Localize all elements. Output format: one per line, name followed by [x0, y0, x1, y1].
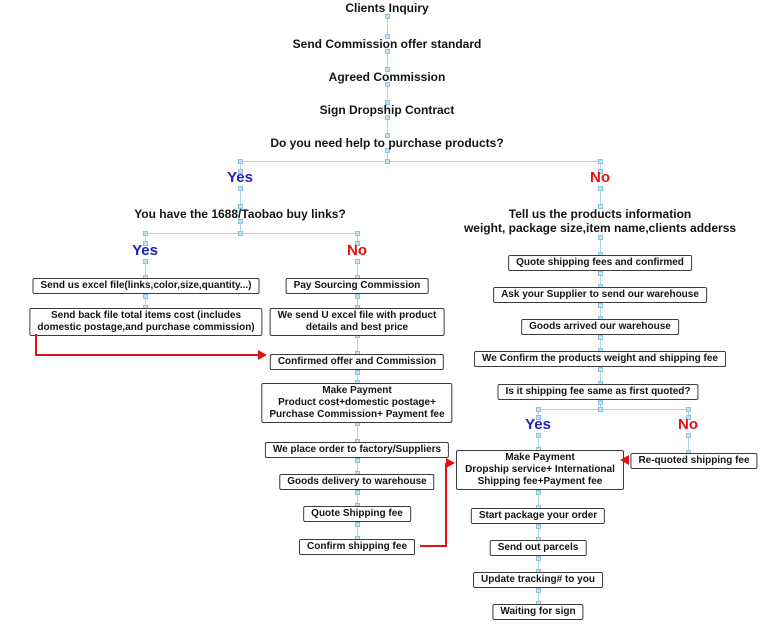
connector-node [355, 522, 360, 527]
step-agreed-commission: Agreed Commission [328, 70, 446, 84]
box-make-payment-left-line2: Product cost+domestic postage+ [278, 397, 436, 408]
redirect-arrow-icon [620, 455, 629, 465]
decision-need-help: Do you need help to purchase products? [270, 136, 504, 150]
decision-fee-same-as-quoted: Is it shipping fee same as first quoted? [497, 384, 698, 400]
redirect-arrow-icon [258, 350, 267, 360]
box-start-package: Start package your order [471, 508, 605, 524]
connector-node [238, 159, 243, 164]
box-requoted-fee: Re-quoted shipping fee [630, 453, 757, 469]
box-send-back-file-line2: domestic postage,and purchase commission) [37, 322, 255, 333]
info-products-line2: weight, package size,item name,clients adderss [463, 221, 737, 235]
connector-line [538, 409, 688, 410]
connector-node [143, 231, 148, 236]
connector-node [355, 294, 360, 299]
connector-node [536, 524, 541, 529]
box-make-payment-left [261, 383, 452, 423]
decision-have-links: You have the 1688/Taobao buy links? [134, 207, 346, 221]
redirect-line [445, 463, 447, 547]
box-goods-delivery: Goods delivery to warehouse [279, 474, 434, 490]
box-send-u-excel [270, 308, 445, 336]
box-waiting-sign: Waiting for sign [492, 604, 583, 620]
box-send-u-excel-line2: details and best price [305, 322, 409, 333]
label-no-1: No [590, 169, 610, 186]
connector-node [536, 407, 541, 412]
box-make-payment-right-line2: Dropship service+ International [465, 464, 615, 475]
box-send-u-excel-line1: We send U excel file with product [277, 310, 437, 321]
connector-node [385, 159, 390, 164]
box-send-excel-file: Send us excel file(links,color,size,quantity...) [33, 278, 260, 294]
box-make-payment-left-line3: Purchase Commission+ Payment fee [269, 409, 445, 420]
connector-node [598, 159, 603, 164]
step-send-commission: Send Commission offer standard [292, 37, 482, 51]
box-send-back-file-line1: Send back file total items cost (includes [50, 310, 242, 321]
connector-node [355, 259, 360, 264]
box-goods-arrived: Goods arrived our warehouse [521, 319, 679, 335]
connector-node [355, 458, 360, 463]
box-we-confirm-weight: We Confirm the products weight and shipping fee [474, 351, 726, 367]
box-confirm-shipping-fee: Confirm shipping fee [299, 539, 415, 555]
connector-node [598, 335, 603, 340]
box-send-back-file [29, 308, 262, 336]
connector-node [536, 556, 541, 561]
box-make-payment-right [456, 450, 624, 490]
box-quote-fees-confirmed: Quote shipping fees and confirmed [508, 255, 692, 271]
label-no-2: No [347, 242, 367, 259]
box-place-order: We place order to factory/Suppliers [265, 442, 449, 458]
connector-line [240, 161, 600, 162]
connector-node [598, 303, 603, 308]
label-yes-3: Yes [525, 416, 551, 433]
box-make-payment-left-line1: Make Payment [322, 385, 392, 396]
redirect-line [35, 354, 260, 356]
info-products-information [464, 207, 736, 235]
connector-node [143, 259, 148, 264]
connector-node [238, 231, 243, 236]
box-make-payment-right-line3: Shipping fee+Payment fee [477, 476, 603, 487]
connector-node [598, 271, 603, 276]
box-quote-shipping-fee: Quote Shipping fee [303, 506, 411, 522]
info-products-line1: Tell us the products information [508, 207, 692, 221]
connector-node [536, 588, 541, 593]
connector-node [598, 400, 603, 405]
box-pay-sourcing: Pay Sourcing Commission [286, 278, 429, 294]
connector-node [686, 407, 691, 412]
connector-line [145, 233, 357, 234]
step-sign-contract: Sign Dropship Contract [319, 103, 455, 117]
connector-node [686, 433, 691, 438]
box-ask-supplier: Ask your Supplier to send our warehouse [493, 287, 707, 303]
box-make-payment-right-line1: Make Payment [505, 452, 575, 463]
connector-line [387, 16, 388, 36]
step-clients-inquiry: Clients Inquiry [345, 1, 429, 15]
connector-node [355, 490, 360, 495]
box-send-parcels: Send out parcels [490, 540, 587, 556]
connector-node [355, 370, 360, 375]
redirect-arrow-icon [446, 458, 455, 468]
redirect-line [35, 334, 37, 356]
connector-node [598, 235, 603, 240]
redirect-line [420, 545, 447, 547]
connector-node [536, 490, 541, 495]
label-yes-1: Yes [227, 169, 253, 186]
box-confirmed-offer: Confirmed offer and Commission [270, 354, 444, 370]
connector-node [536, 433, 541, 438]
label-yes-2: Yes [132, 242, 158, 259]
connector-node [598, 186, 603, 191]
connector-node [238, 186, 243, 191]
connector-node [598, 367, 603, 372]
box-update-tracking: Update tracking# to you [473, 572, 603, 588]
label-no-3: No [678, 416, 698, 433]
connector-node [355, 231, 360, 236]
connector-node [143, 294, 148, 299]
connector-node [598, 407, 603, 412]
